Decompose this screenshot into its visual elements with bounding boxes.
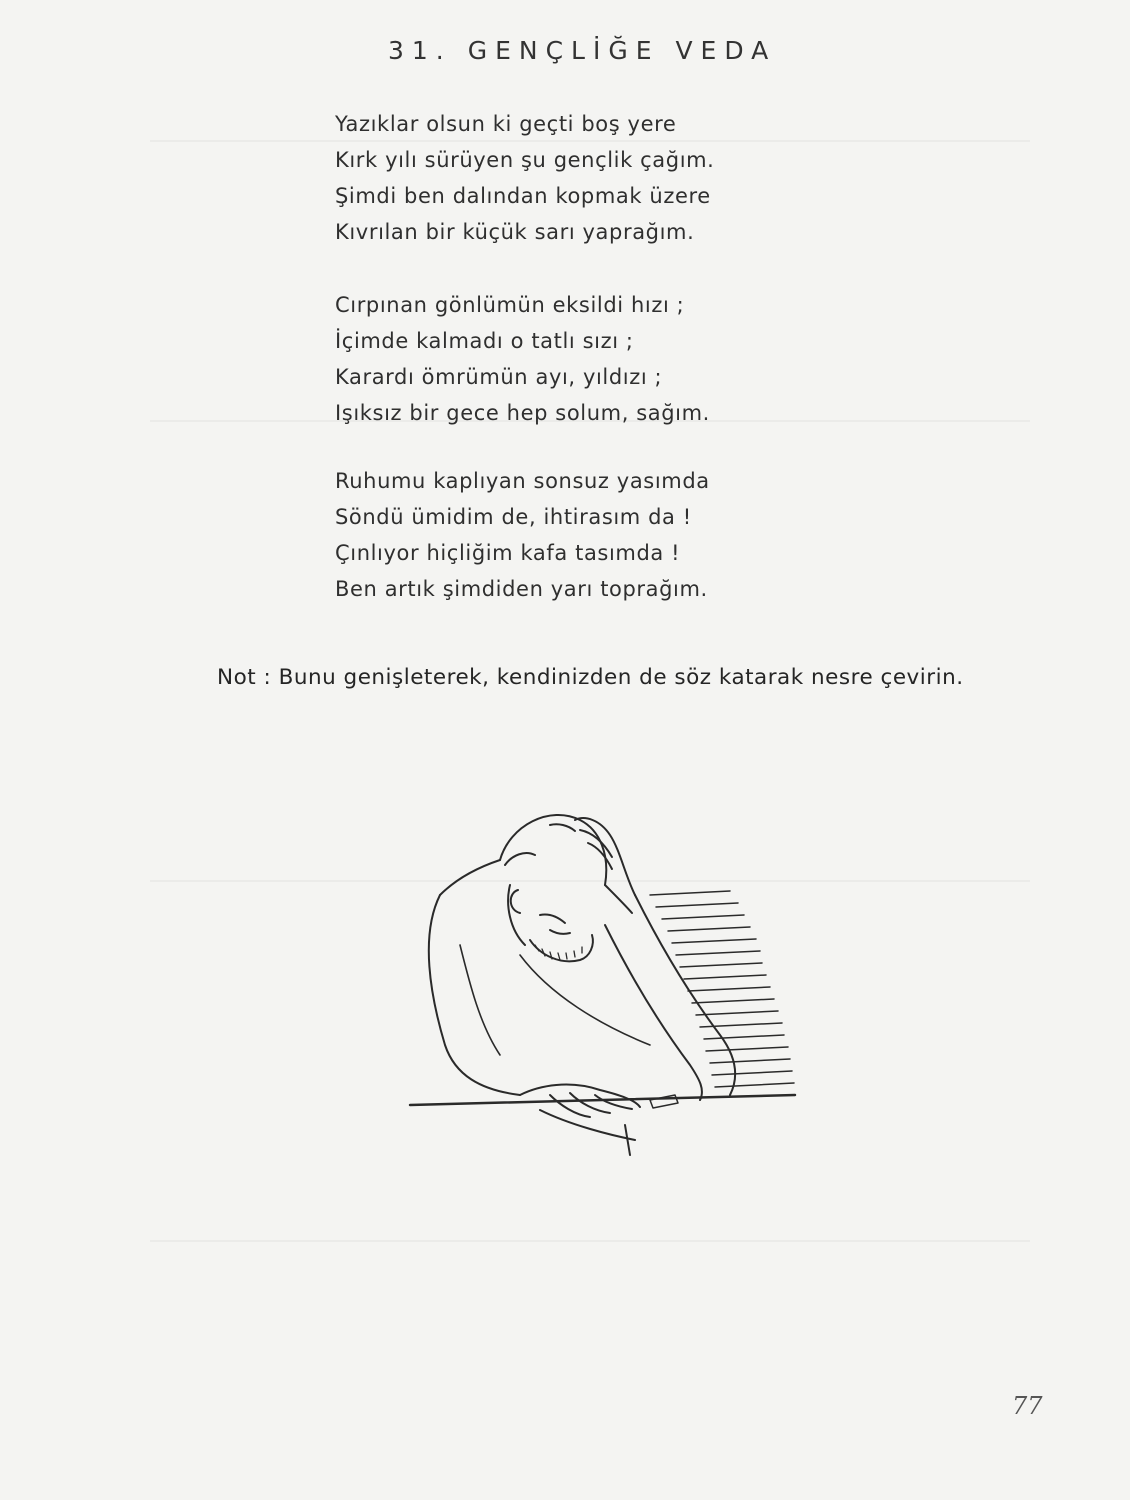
note-paragraph — [159, 660, 1049, 696]
poem-line: Cırpınan gönlümün eksildi hızı ; — [335, 293, 685, 317]
poem-line: Çınlıyor hiçliğim kafa tasımda ! — [335, 541, 681, 565]
poem-stanza-2 — [335, 287, 710, 431]
poem-stanza-3 — [335, 463, 710, 607]
note-label: Not : — [217, 665, 272, 690]
poem-stanza-1 — [335, 106, 714, 250]
bleed-through-shading — [150, 1240, 1030, 1242]
old-man-illustration-icon — [400, 795, 800, 1175]
poem-line: Söndü ümidim de, ihtirasım da ! — [335, 505, 692, 529]
poem-line: Kırk yılı sürüyen şu gençlik çağım. — [335, 148, 715, 172]
poem-line: Ben artık şimdiden yarı toprağım. — [335, 577, 708, 601]
poem-line: Ruhumu kaplıyan sonsuz yasımda — [335, 469, 710, 493]
note-text: Bunu genişleterek, kendinizden de söz katarak nesre çevirin. — [278, 665, 964, 690]
page-number: 77 — [1012, 1392, 1043, 1420]
poem-line: Şimdi ben dalından kopmak üzere — [335, 184, 711, 208]
poem-line: Yazıklar olsun ki geçti boş yere — [335, 112, 677, 136]
poem-line: İçimde kalmadı o tatlı sızı ; — [335, 329, 634, 353]
poem-line: Karardı ömrümün ayı, yıldızı ; — [335, 365, 663, 389]
poem-line: Kıvrılan bir küçük sarı yaprağım. — [335, 220, 695, 244]
poem-line: Işıksız bir gece hep solum, sağım. — [335, 401, 710, 425]
page-title: 31. GENÇLİĞE VEDA — [388, 36, 777, 65]
